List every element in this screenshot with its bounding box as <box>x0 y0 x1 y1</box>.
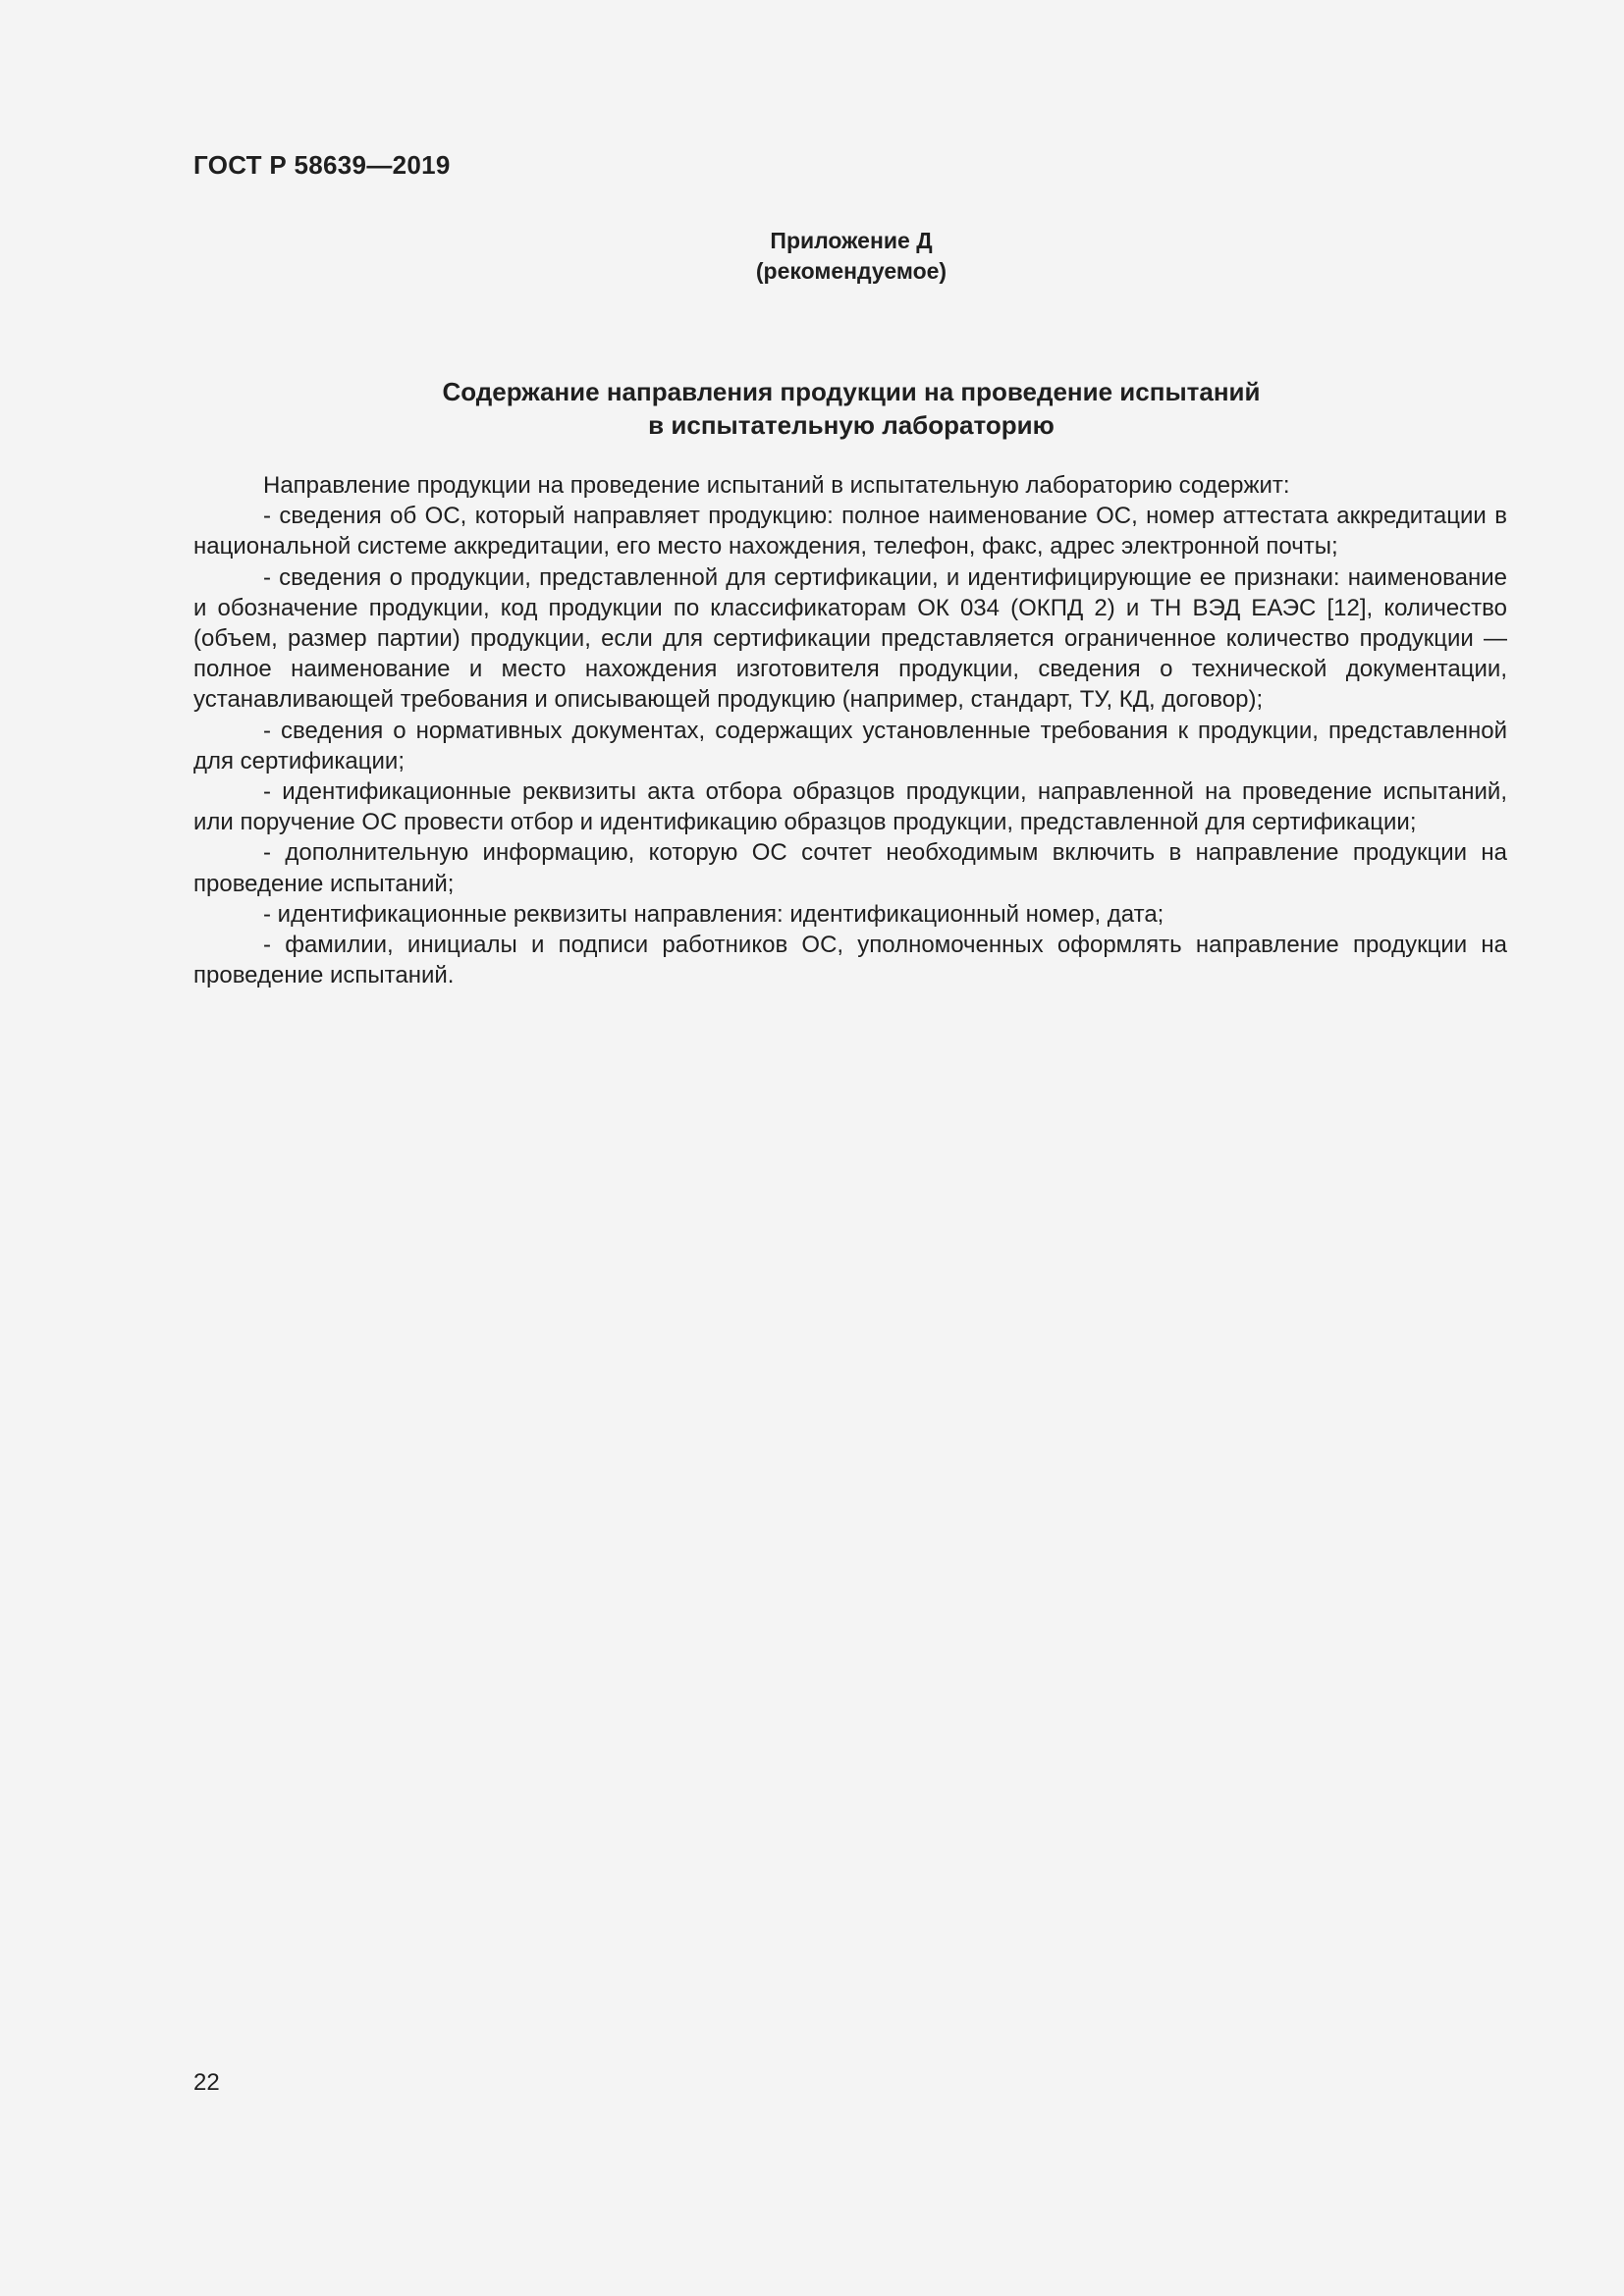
list-item: - сведения о продукции, представленной для сертификации, и идентифицирующие ее признаки: наименование и обозначение продукции, код продукции по классификаторам ОК 034 (ОКПД 2) и ТН ВЭД ЕАЭС [12], количество (объем, размер партии) продукции, если для сертификации представляется ограниченное количество продукции — полное наименование и место нахождения изготовителя продукции, сведения о технической документации, устанавливающей требования и описывающей продукцию (например, стандарт, ТУ, КД, договор); <box>193 563 1507 714</box>
list-item: - сведения о нормативных документах, содержащих установленные требования к продукции, представленной для сертификации; <box>193 717 1507 774</box>
list-item: - идентификационные реквизиты направления: идентификационный номер, дата; <box>263 900 1164 928</box>
annex-status: (рекомендуемое) <box>755 258 947 284</box>
document-code: ГОСТ Р 58639—2019 <box>193 150 451 180</box>
body-text <box>193 470 1507 990</box>
list-item: - фамилии, инициалы и подписи работников ОС, уполномоченных оформлять направление продукции на проведение испытаний. <box>193 932 1507 989</box>
annex-title: Приложение Д <box>770 228 933 253</box>
intro-paragraph: Направление продукции на проведение испытаний в испытательную лабораторию содержит: <box>263 472 1290 499</box>
page-number: 22 <box>193 2069 220 2096</box>
list-item: - сведения об ОС, который направляет продукцию: полное наименование ОС, номер аттестата аккредитации в национальной системе аккредитации, его место нахождения, телефон, факс, адрес электронной почты; <box>193 503 1507 561</box>
list-item: - идентификационные реквизиты акта отбора образцов продукции, направленной на проведение испытаний, или поручение ОС провести отбор и идентификацию образцов продукции, представленной для сертификации; <box>193 778 1507 836</box>
section-heading-line-2: в испытательную лабораторию <box>648 410 1055 440</box>
section-heading-line-1: Содержание направления продукции на проведение испытаний <box>442 377 1261 406</box>
list-item: - дополнительную информацию, которую ОС сочтет необходимым включить в направление продукции на проведение испытаний; <box>193 839 1507 897</box>
